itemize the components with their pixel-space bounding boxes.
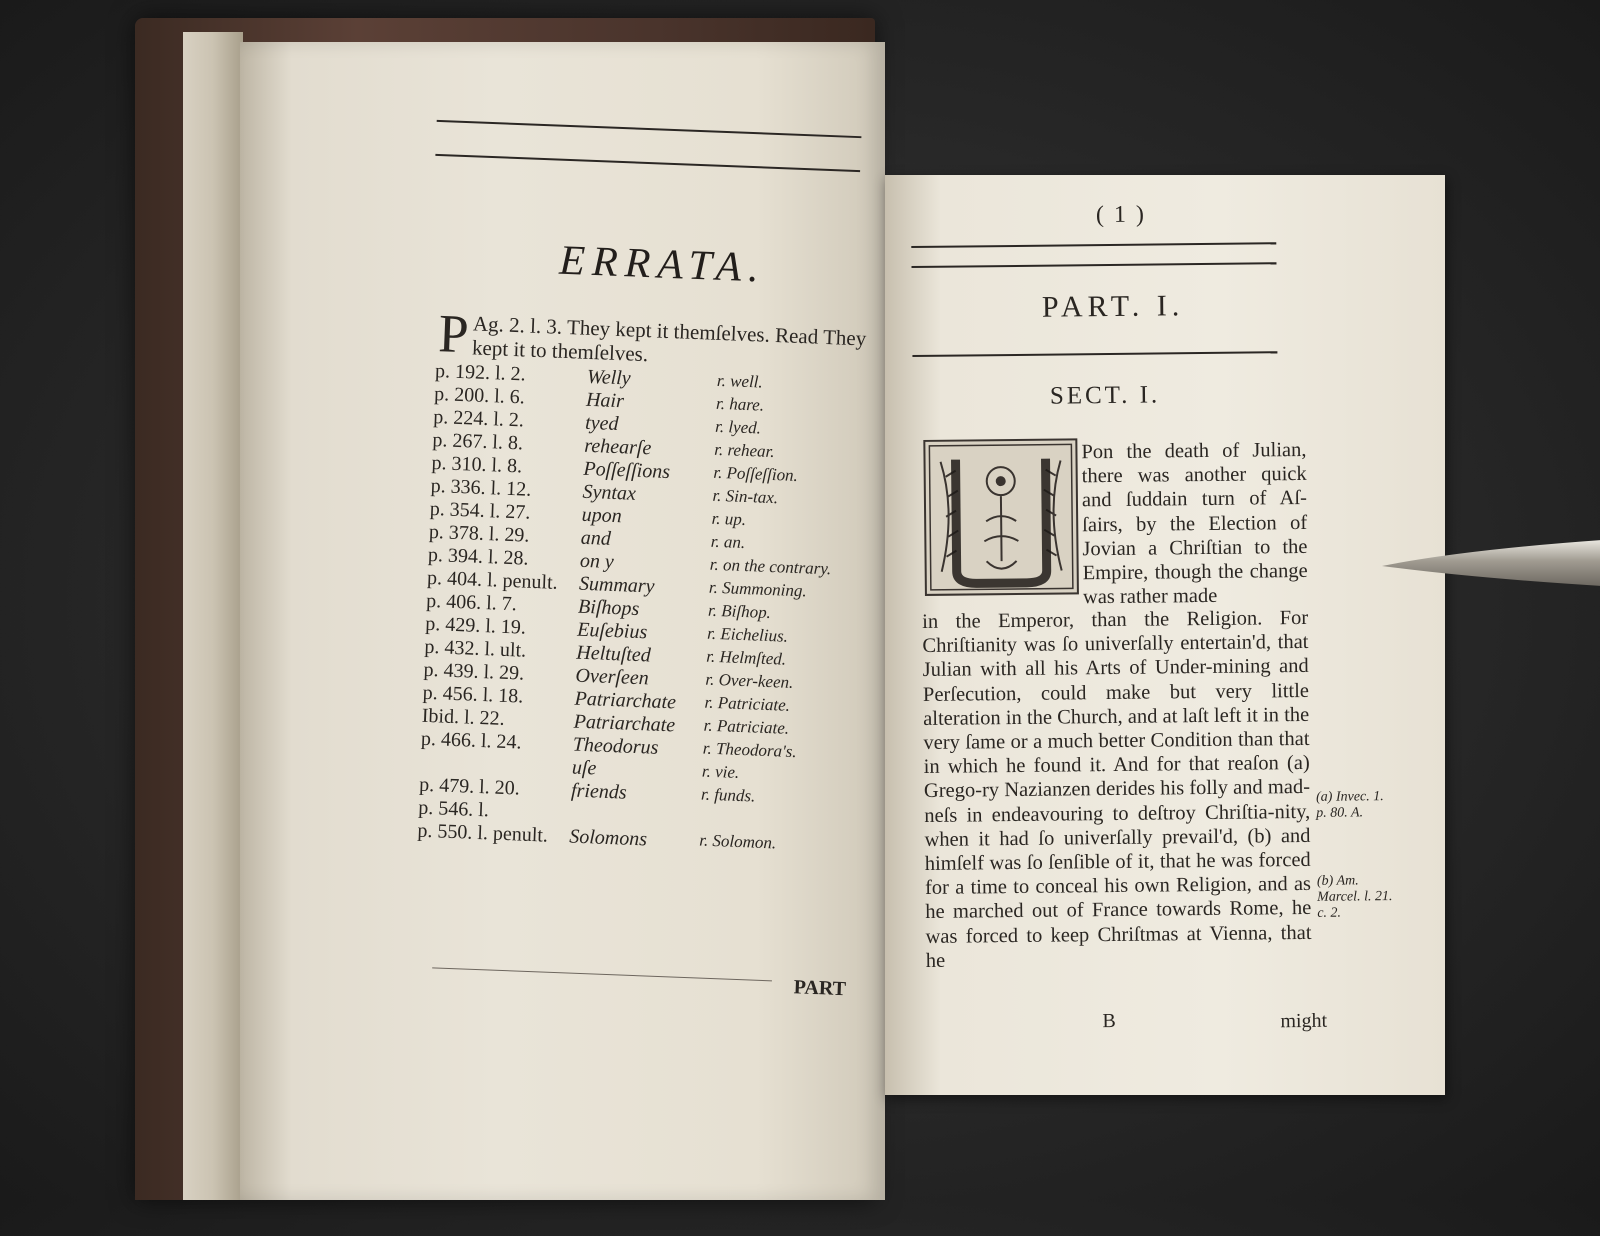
errata-title: ERRATA.: [558, 237, 767, 292]
errata-ref: p. 466. l. 24.: [420, 727, 522, 754]
errata-wrong: Theodorus: [572, 733, 659, 759]
metal-pointer: [1382, 540, 1600, 586]
rule-3: [912, 351, 1277, 357]
errata-wrong: rehearſe: [583, 434, 652, 460]
errata-right: r. lyed.: [714, 416, 762, 438]
errata-wrong: Overſeen: [575, 664, 650, 690]
errata-ref: p. 267. l. 8.: [432, 428, 524, 455]
errata-right: r. hare.: [715, 393, 765, 415]
errata-right: r. Theodora's.: [702, 738, 797, 762]
signature-mark: B: [1102, 1009, 1116, 1033]
errata-wrong: upon: [581, 503, 623, 528]
errata-wrong: uſe: [571, 756, 597, 780]
errata-right: r. well.: [716, 370, 764, 392]
errata-wrong: Solomons: [568, 825, 648, 851]
errata-right: r. Patriciate.: [704, 692, 791, 715]
errata-ref: p. 456. l. 18.: [422, 681, 524, 708]
errata-wrong: Biſhops: [577, 595, 640, 620]
right-catchword: might: [1280, 1009, 1328, 1033]
errata-right: r. Poſſeſſion.: [713, 462, 799, 485]
errata-right: r. on the contrary.: [709, 554, 832, 579]
body-text-narrow: Pon the death of Julian, there was another quick and ſuddain turn of Aſ-ſairs, by the Election of Jovian a Chriſtian to the Empire, though the change was rather made: [1081, 438, 1308, 609]
errata-right: r. Solomon.: [698, 830, 777, 853]
errata-right: r. up.: [711, 508, 747, 530]
margin-note-a: (a) Invec. 1. p. 80. A.: [1315, 789, 1384, 821]
errata-right: r. Patriciate.: [703, 715, 790, 738]
rule-1: [911, 242, 1276, 248]
errata-wrong: friends: [570, 779, 628, 804]
errata-wrong: Welly: [586, 365, 632, 390]
errata-ref: p. 224. l. 2.: [432, 405, 525, 432]
errata-right: r. Over-keen.: [705, 669, 794, 692]
errata-ref: p. 336. l. 12.: [430, 474, 532, 501]
errata-initial: P: [437, 303, 470, 365]
errata-ref: p. 378. l. 29.: [428, 520, 530, 547]
errata-ref: p. 550. l. penult.: [417, 819, 549, 847]
errata-wrong: Patriarchate: [573, 710, 676, 737]
errata-intro-text: Ag. 2. l. 3. They kept it themſelves. Read They kept it to themſelves.: [471, 311, 867, 367]
errata-right: r. Helmſted.: [705, 646, 787, 669]
errata-ref: p. 429. l. 19.: [424, 612, 527, 639]
errata-wrong: tyed: [584, 411, 619, 436]
errata-ref: Ibid. l. 22.: [421, 704, 506, 730]
ornamental-drop-cap: [923, 438, 1079, 596]
part-heading: PART. I.: [1041, 289, 1185, 324]
errata-right: r. Sin-tax.: [712, 485, 779, 508]
errata-wrong: Summary: [578, 572, 655, 598]
errata-ref: p. 406. l. 7.: [425, 589, 518, 616]
errata-right: r. rehear.: [713, 439, 775, 462]
errata-ref: p. 432. l. ult.: [424, 635, 527, 662]
errata-ref: p. 404. l. penult.: [426, 566, 559, 594]
errata-ref: p. 479. l. 20.: [418, 773, 521, 800]
errata-right: r. Summoning.: [708, 577, 808, 601]
errata-right: r. Biſhop.: [707, 600, 772, 623]
errata-right: r. an.: [710, 531, 746, 553]
errata-ref: p. 354. l. 27.: [429, 497, 531, 524]
errata-wrong: and: [580, 526, 612, 550]
errata-ref: p. 439. l. 29.: [423, 658, 525, 685]
errata-wrong: Patriarchate: [574, 687, 677, 714]
left-catchword: PART: [793, 976, 847, 1001]
errata-wrong: Hair: [585, 388, 625, 413]
errata-ref: p. 394. l. 28.: [427, 543, 529, 570]
errata-right: r. Eichelius.: [706, 623, 789, 646]
errata-right: r. vie.: [701, 761, 740, 782]
margin-note-b: (b) Am. Marcel. l. 21. c. 2.: [1316, 873, 1393, 921]
errata-ref: p. 200. l. 6.: [433, 382, 526, 409]
errata-wrong: Syntax: [582, 480, 637, 505]
errata-wrong: Euſebius: [576, 618, 648, 644]
rule-2: [911, 262, 1276, 268]
errata-ref: p. 192. l. 2.: [434, 360, 527, 386]
errata-wrong: on y: [579, 549, 615, 573]
errata-ref: p. 310. l. 8.: [431, 451, 523, 478]
section-heading: SECT. I.: [1049, 381, 1161, 410]
body-text-wide: in the Emperor, than the Religion. For Chriſtianity was ſo univerſally entertain'd, that Julian with all his Arts of Under-mining and Perſecution, could make but very little alteration in the Church, and at laſt left it in the very ſame or a much better Condition than that in which he found it. And for that reaſon (a) Grego-ry Nazianzen derides his folly and mad-neſs in endeavouring to deſtroy Chriſtia-nity, when it had ſo univerſally prevail'd, (b) and himſelf was ſo ſenſible of it, that he was forced for a time to conceal his own Religion, and as he marched out of France towards Rome, he was forced to keep Chriſtmas at Vienna, that he: [922, 606, 1312, 972]
errata-ref: p. 546. l.: [417, 796, 490, 822]
page-number: ( 1 ): [1095, 201, 1147, 229]
errata-wrong: Heltuſted: [575, 641, 652, 667]
drop-cap-ornament-icon: [925, 440, 1077, 594]
errata-wrong: Poſſeſſions: [583, 457, 671, 484]
errata-right: r. funds.: [700, 784, 756, 806]
